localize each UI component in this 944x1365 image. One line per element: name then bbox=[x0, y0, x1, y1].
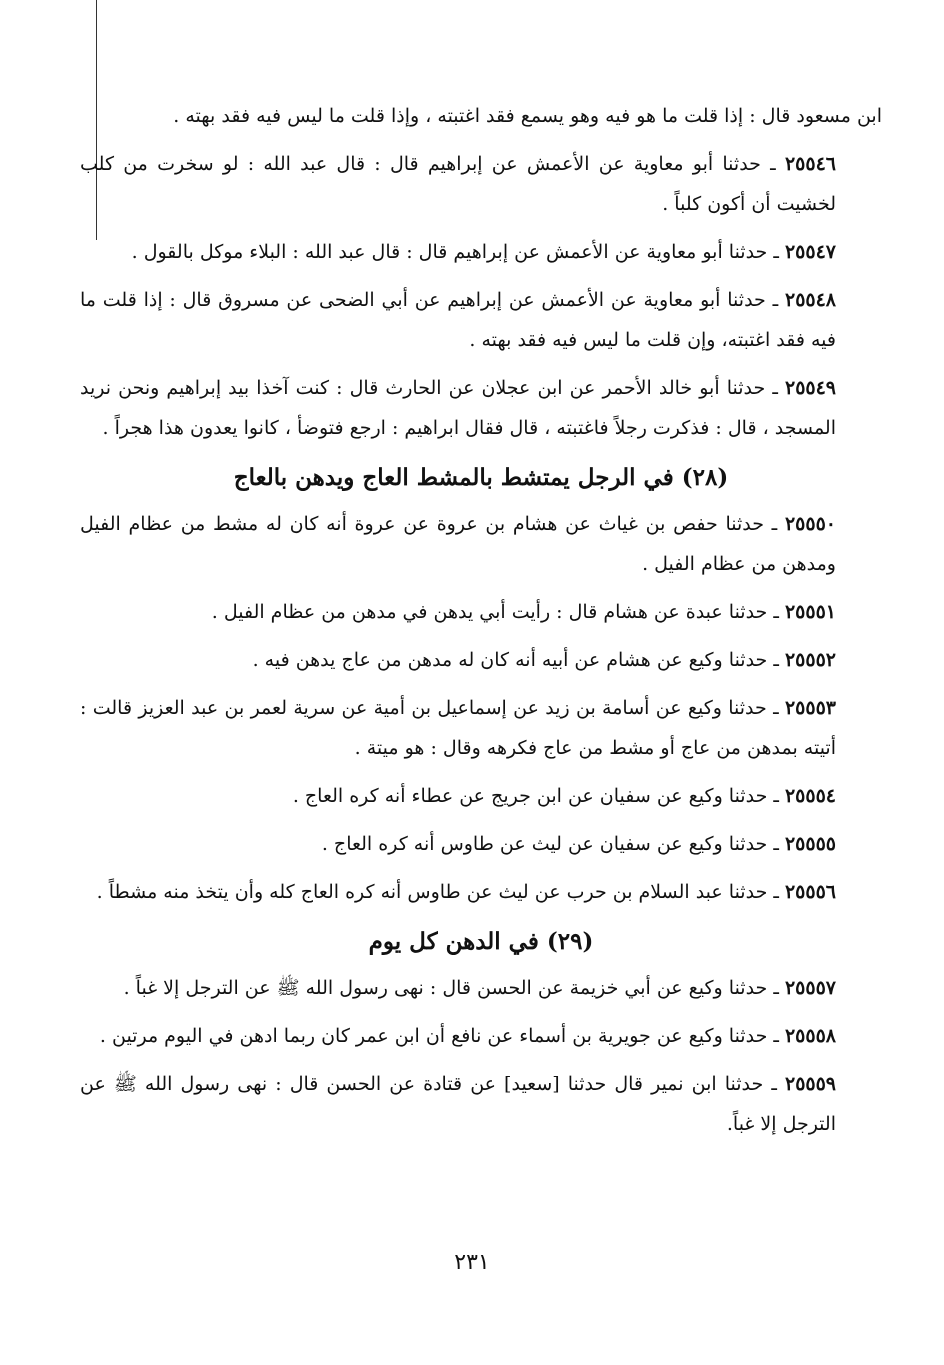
hadith-paragraph bbox=[80, 824, 882, 864]
hadith-paragraph bbox=[80, 144, 882, 224]
chapter-heading-29: (٢٩) في الدهن كل يوم bbox=[368, 928, 594, 955]
hadith-number: ٢٥٥٤٨ bbox=[784, 289, 837, 311]
hadith-paragraph bbox=[80, 1016, 882, 1056]
hadith-paragraph bbox=[80, 1064, 882, 1144]
hadith-paragraph bbox=[80, 232, 882, 272]
hadith-text: ـ حدثنا أبو خالد الأحمر عن ابن عجلان عن الحارث قال : كنت آخذا بيد إبراهيم ونحن نريد المسجد ، قال : فذكرت رجلاً فاغتبته ، قال فقال ابراهيم : ارجع فتوضأ ، كانوا يعدون هذا هجراً . bbox=[80, 377, 836, 439]
hadith-paragraph bbox=[80, 640, 882, 680]
hadith-number: ٢٥٥٤٩ bbox=[784, 377, 837, 399]
hadith-number: ٢٥٥٥٠ bbox=[784, 513, 836, 535]
hadith-number: ٢٥٥٥٧ bbox=[784, 977, 836, 999]
hadith-paragraph bbox=[80, 280, 882, 360]
hadith-number: ٢٥٥٥٢ bbox=[784, 649, 836, 671]
hadith-text: ـ حدثنا أبو معاوية عن الأعمش عن إبراهيم قال : قال عبد الله : لو سخرت من كلب لخشيت أن أكون كلباً . bbox=[80, 153, 836, 215]
hadith-paragraph bbox=[80, 592, 882, 632]
hadith-text: ـ حدثنا حفص بن غياث عن هشام بن عروة عن عروة أنه كان له مشط من عظام الفيل ومدهن من عظام الفيل . bbox=[80, 513, 836, 575]
hadith-number: ٢٥٥٥٨ bbox=[784, 1025, 836, 1047]
hadith-paragraph bbox=[80, 968, 882, 1008]
hadith-number: ٢٥٥٤٧ bbox=[784, 241, 836, 263]
hadith-paragraph bbox=[80, 688, 882, 768]
hadith-number: ٢٥٥٥٥ bbox=[784, 833, 836, 855]
hadith-text: ـ حدثنا عبدة عن هشام قال : رأيت أبي يدهن في مدهن من عظام الفيل . bbox=[211, 601, 779, 623]
hadith-text: ـ حدثنا أبو معاوية عن الأعمش عن إبراهيم عن أبي الضحى عن مسروق قال : إذا قلت ما فيه فقد اغتبته، وإن قلت ما ليس فيه فقد بهته . bbox=[80, 289, 836, 351]
hadith-number: ٢٥٥٤٦ bbox=[784, 153, 836, 175]
hadith-text: ـ حدثنا أبو معاوية عن الأعمش عن إبراهيم قال : قال عبد الله : البلاء موكل بالقول . bbox=[131, 241, 779, 263]
hadith-number: ٢٥٥٥٤ bbox=[784, 785, 836, 807]
hadith-text: ابن مسعود قال : إذا قلت ما هو فيه وهو يسمع فقد اغتبته ، وإذا قلت ما ليس فيه فقد بهته . bbox=[173, 105, 882, 127]
hadith-paragraph bbox=[80, 872, 882, 912]
hadith-text: ـ حدثنا وكيع عن أسامة بن زيد عن إسماعيل بن أمية عن سرية لعمر بن عبد العزيز قالت : أتيته بمدهن من عاج أو مشط من عاج فكرهه وقال : هو ميتة . bbox=[80, 697, 836, 759]
hadith-text: ـ حدثنا وكيع عن جويرية بن أسماء عن نافع أن ابن عمر كان ربما ادهن في اليوم مرتين . bbox=[99, 1025, 779, 1047]
hadith-text: ـ حدثنا وكيع عن سفيان عن ليث عن طاوس أنه كره العاج . bbox=[321, 833, 779, 855]
hadith-text: ـ حدثنا وكيع عن أبي خزيمة عن الحسن قال : نهى رسول الله ﷺ عن الترجل إلا غباً . bbox=[123, 977, 779, 999]
chapter-heading-28: (٢٨) في الرجل يمتشط بالمشط العاج ويدهن بالعاج bbox=[233, 464, 729, 491]
hadith-text: ـ حدثنا وكيع عن هشام عن أبيه أنه كان له مدهن من عاج يدهن فيه . bbox=[252, 649, 779, 671]
hadith-number: ٢٥٥٥١ bbox=[784, 601, 836, 623]
hadith-number: ٢٥٥٥٣ bbox=[784, 697, 836, 719]
page-number: ٢٣١ bbox=[454, 1250, 490, 1275]
hadith-paragraph bbox=[80, 368, 882, 448]
hadith-text: ـ حدثنا وكيع عن سفيان عن ابن جريج عن عطاء أنه كره العاج . bbox=[292, 785, 779, 807]
hadith-paragraph bbox=[80, 504, 882, 584]
hadith-text: ـ حدثنا عبد السلام بن حرب عن ليث عن طاوس أنه كره العاج كله وأن يتخذ منه مشطاً . bbox=[96, 881, 779, 903]
page-content bbox=[80, 96, 882, 1152]
hadith-paragraph bbox=[80, 776, 882, 816]
hadith-text: ـ حدثنا ابن نمير قال حدثنا [سعيد] عن قتادة عن الحسن قال : نهى رسول الله ﷺ عن الترجل إلا غباً. bbox=[80, 1073, 836, 1135]
hadith-paragraph bbox=[80, 96, 882, 136]
hadith-number: ٢٥٥٥٩ bbox=[784, 1073, 837, 1095]
hadith-number: ٢٥٥٥٦ bbox=[784, 881, 836, 903]
